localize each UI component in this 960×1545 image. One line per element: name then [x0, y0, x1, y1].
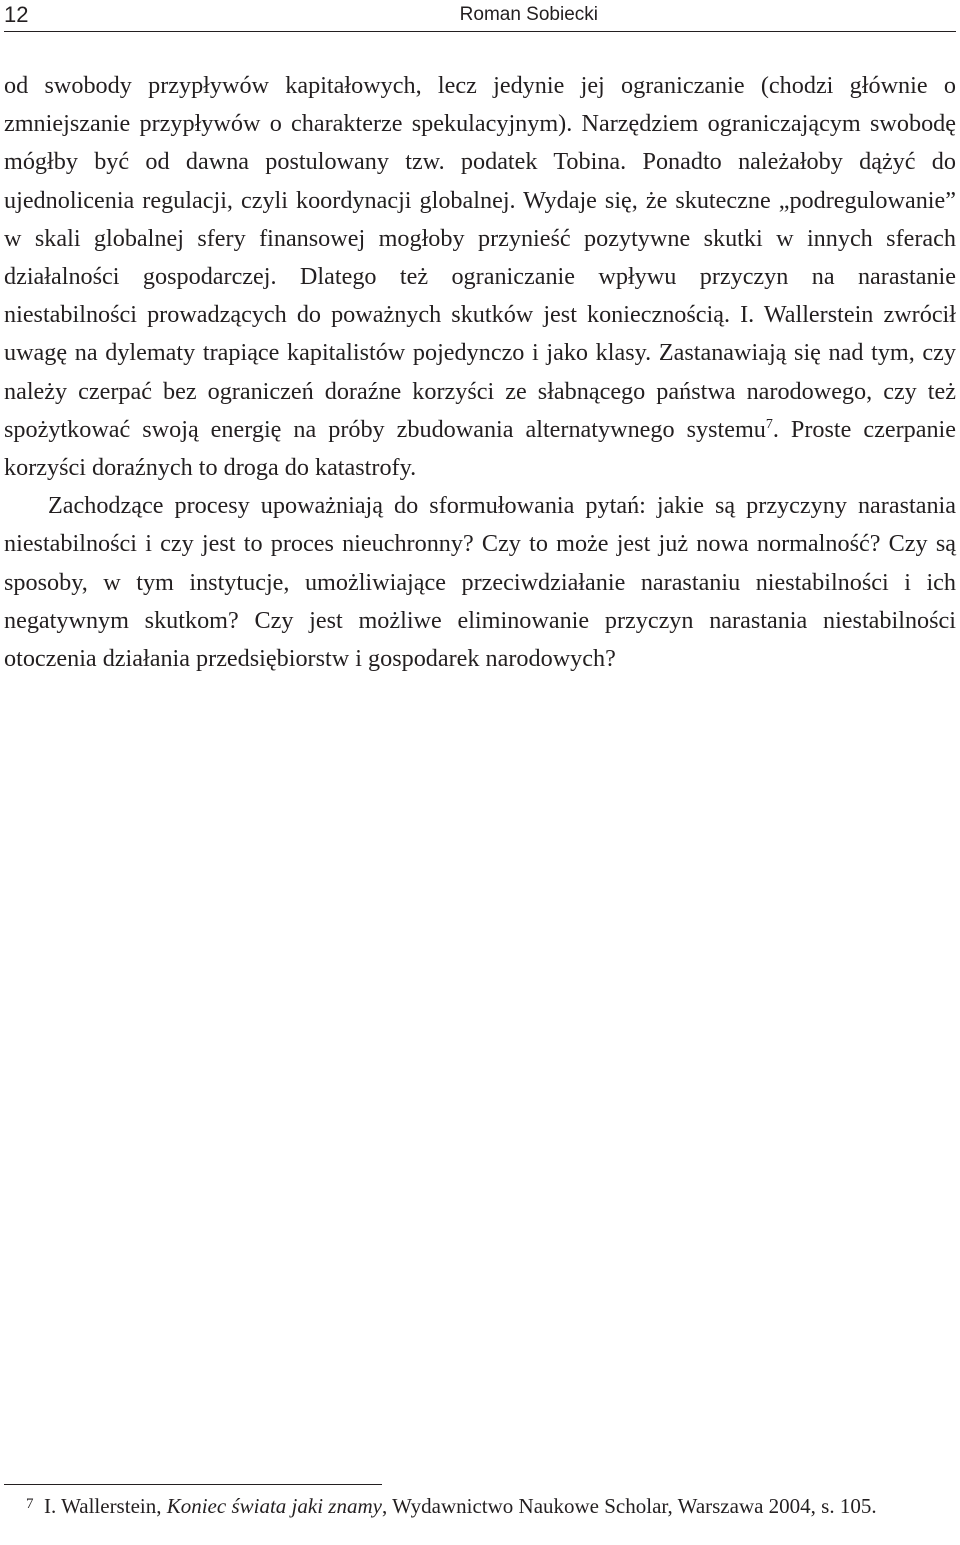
footnote-number: 7	[26, 1496, 34, 1512]
paragraph-2: Zachodzące procesy upoważniają do sformułowania pytań: jakie są przyczyny narastania niestabilności i czy jest to proces nieuchronny? Czy to może jest już nowa normalność? Czy są sposoby, w tym instytucje, umożliwiające przeciwdziałanie narastaniu niestabilności i ich negatywnym skutkom? Czy jest możliwe eliminowanie przyczyn narastania niestabilności otoczenia działania przedsiębiorstw i gospodarek narodowych?	[4, 492, 956, 673]
body-text	[4, 67, 956, 678]
running-head: Roman Sobiecki	[459, 4, 598, 25]
footnote-title: Koniec świata jaki znamy	[166, 1494, 382, 1518]
footnote-publication: , Wydawnictwo Naukowe Scholar, Warszawa 2004, s. 105.	[381, 1494, 877, 1518]
footnote-divider	[4, 1484, 382, 1485]
footnote-author: I. Wallerstein,	[44, 1494, 167, 1518]
paragraph-1-tail: . Proste czerpanie korzyści doraźnych to droga do katastrofy.	[4, 415, 957, 482]
page-header	[4, 0, 956, 32]
paragraph-1-text: od swobody przypływów kapitałowych, lecz jedynie jej ograniczanie (chodzi głównie o zmniejszanie przypływów o charakterze spekulacyjnym). Narzędziem ograniczającym swobodę mógłby być od dawna postulowany tzw. podatek Tobina. Ponadto należałoby dążyć do ujednolicenia regulacji, czyli koordynacji globalnej. Wydaje się, że skuteczne „podregulowanie” w skali globalnej sfery finansowej mogłoby przynieść pozytywne skutki w innych sferach działalności gospodarczej. Dlatego też ograniczanie wpływu przyczyn na narastanie niestabilności prowadzących do poważnych skutków jest koniecznością. I. Wallerstein zwrócił uwagę na dylematy trapiące kapitalistów pojedynczo i jako klasy. Zastanawiają się nad tym, czy należy czerpać bez ograniczeń doraźne korzyści ze słabnącego państwa narodowego, czy też spożytkować swoją energię na próby zbudowania alternatywnego systemu	[4, 72, 956, 443]
footnote-reference[interactable]: 7	[765, 416, 773, 432]
page-number: 12	[4, 2, 29, 27]
footnote	[4, 1489, 956, 1521]
paragraph-1	[4, 67, 956, 487]
